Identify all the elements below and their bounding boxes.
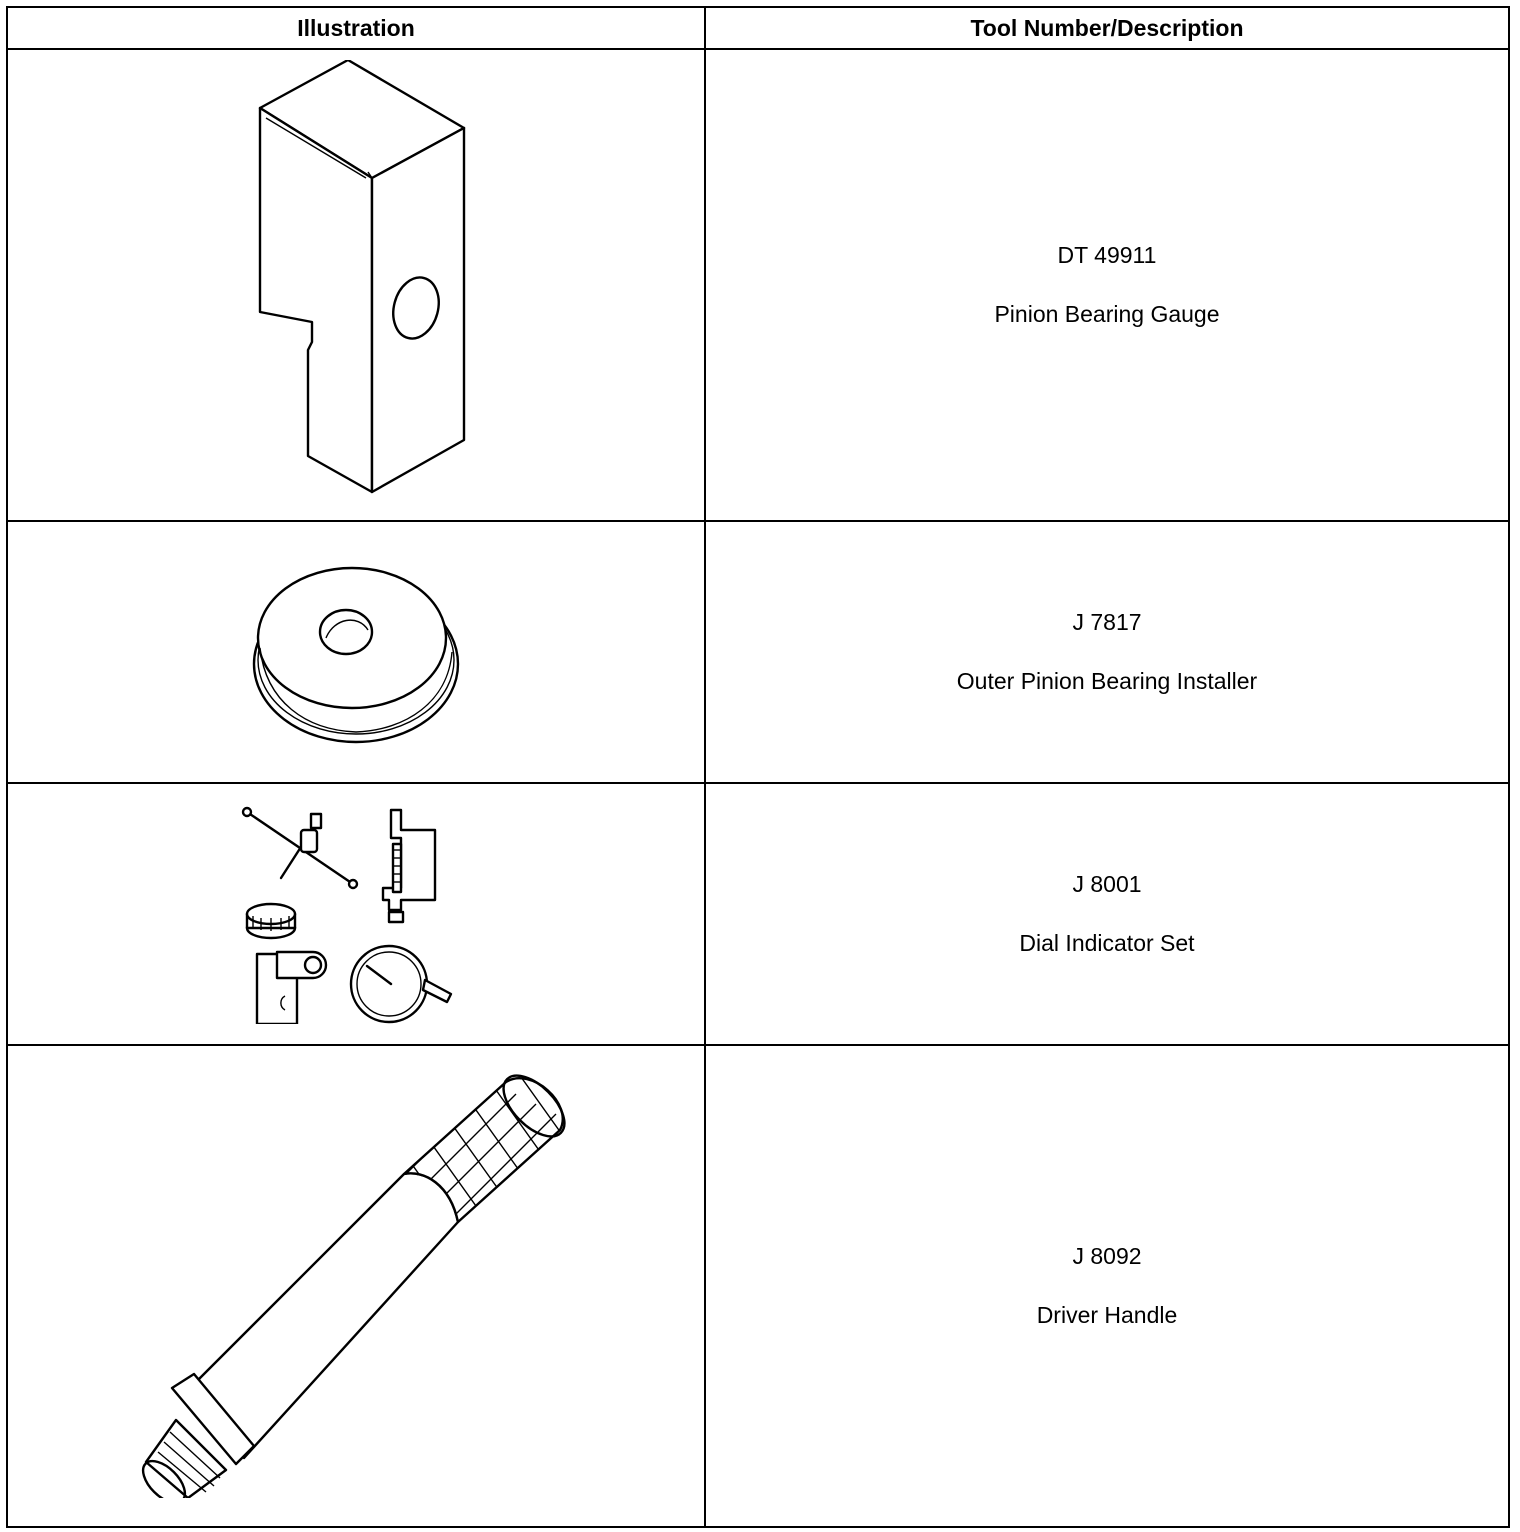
tool-description: Driver Handle: [1036, 1301, 1178, 1328]
illustration-cell: [7, 49, 705, 521]
table-row: [7, 783, 1509, 1045]
tool-number: J 7817: [1072, 608, 1142, 635]
pinion-bearing-gauge-icon: [236, 60, 476, 510]
header-illustration: Illustration: [7, 7, 705, 49]
table-row: [7, 1045, 1509, 1527]
table-row: [7, 49, 1509, 521]
tool-description: Dial Indicator Set: [1019, 929, 1195, 956]
bearing-installer-icon: [246, 552, 466, 752]
header-row: [7, 7, 1509, 49]
tool-number: J 8001: [1072, 870, 1142, 897]
description-cell: [705, 49, 1509, 521]
illustration-cell: [7, 783, 705, 1045]
description-cell: [705, 783, 1509, 1045]
tool-number: DT 49911: [1057, 241, 1157, 268]
driver-handle-icon: [136, 1074, 576, 1498]
dial-indicator-set-icon: [241, 804, 471, 1024]
tool-number: J 8092: [1072, 1242, 1142, 1269]
description-cell: [705, 521, 1509, 783]
illustration-cell: [7, 521, 705, 783]
tools-table: [6, 6, 1510, 1528]
tool-description: Outer Pinion Bearing Installer: [956, 667, 1258, 694]
description-cell: [705, 1045, 1509, 1527]
header-tool-description: Tool Number/Description: [705, 7, 1509, 49]
tool-description: Pinion Bearing Gauge: [994, 300, 1220, 327]
table-row: [7, 521, 1509, 783]
illustration-cell: [7, 1045, 705, 1527]
